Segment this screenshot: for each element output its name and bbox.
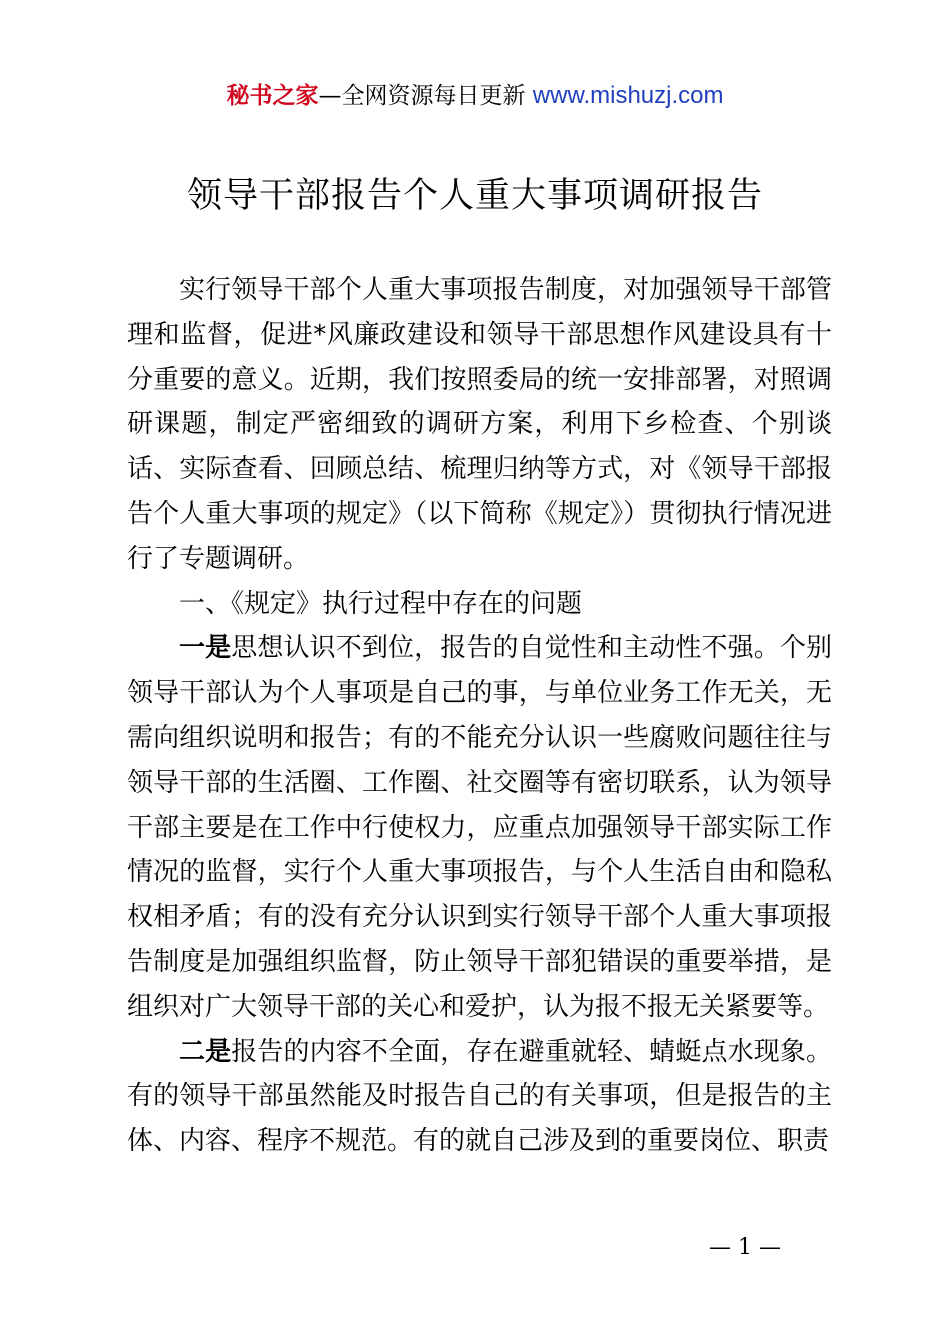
intro-paragraph: 实行领导干部个人重大事项报告制度，对加强领导干部管理和监督，促进*风廉政建设和领导干部思想作风建设具有十分重要的意义。近期，我们按照委局的统一安排部署，对照调研课题，制定严密细致的调研方案，利用下乡检查、个别谈话、实际查看、回顾总结、梳理归纳等方式，对《领导干部报告个人重大事项的规定》（以下简称《规定》）贯彻执行情况进行了专题调研。 (127, 275, 832, 574)
page-number: — 1 — (709, 1235, 781, 1260)
site-header (0, 80, 950, 112)
point-two-paragraph (127, 1030, 832, 1164)
header-brand: 秘书之家 (226, 83, 319, 109)
point-one-lead: 一是 (179, 633, 232, 664)
point-two-lead: 二是 (179, 1036, 232, 1067)
point-two-text: 报告的内容不全面，存在避重就轻、蜻蜓点水现象。有的领导干部虽然能及时报告自己的有关事项，但是报告的主体、内容、程序不规范。有的就自己涉及到的重要岗位、职责 (127, 1036, 832, 1157)
document-title: 领导干部报告个人重大事项调研报告 (186, 176, 763, 216)
header-site-link[interactable]: www.mishuzj.com (532, 82, 724, 109)
section-heading: 一、《规定》执行过程中存在的问题 (179, 588, 583, 619)
document-body (127, 268, 832, 1164)
header-tagline: —全网资源每日更新 (318, 83, 533, 109)
point-one-paragraph (127, 626, 832, 1029)
point-one-text: 思想认识不到位，报告的自觉性和主动性不强。个别领导干部认为个人事项是自己的事，与单位业务工作无关，无需向组织说明和报告；有的不能充分认识一些腐败问题往往与领导干部的生活圈、工作圈、社交圈等有密切联系，认为领导干部主要是在工作中行使权力，应重点加强领导干部实际工作情况的监督，实行个人重大事项报告，与个人生活自由和隐私权相矛盾；有的没有充分认识到实行领导干部个人重大事项报告制度是加强组织监督，防止领导干部犯错误的重要举措，是组织对广大领导干部的关心和爱护，认为报不报无关紧要等。 (127, 633, 832, 1022)
